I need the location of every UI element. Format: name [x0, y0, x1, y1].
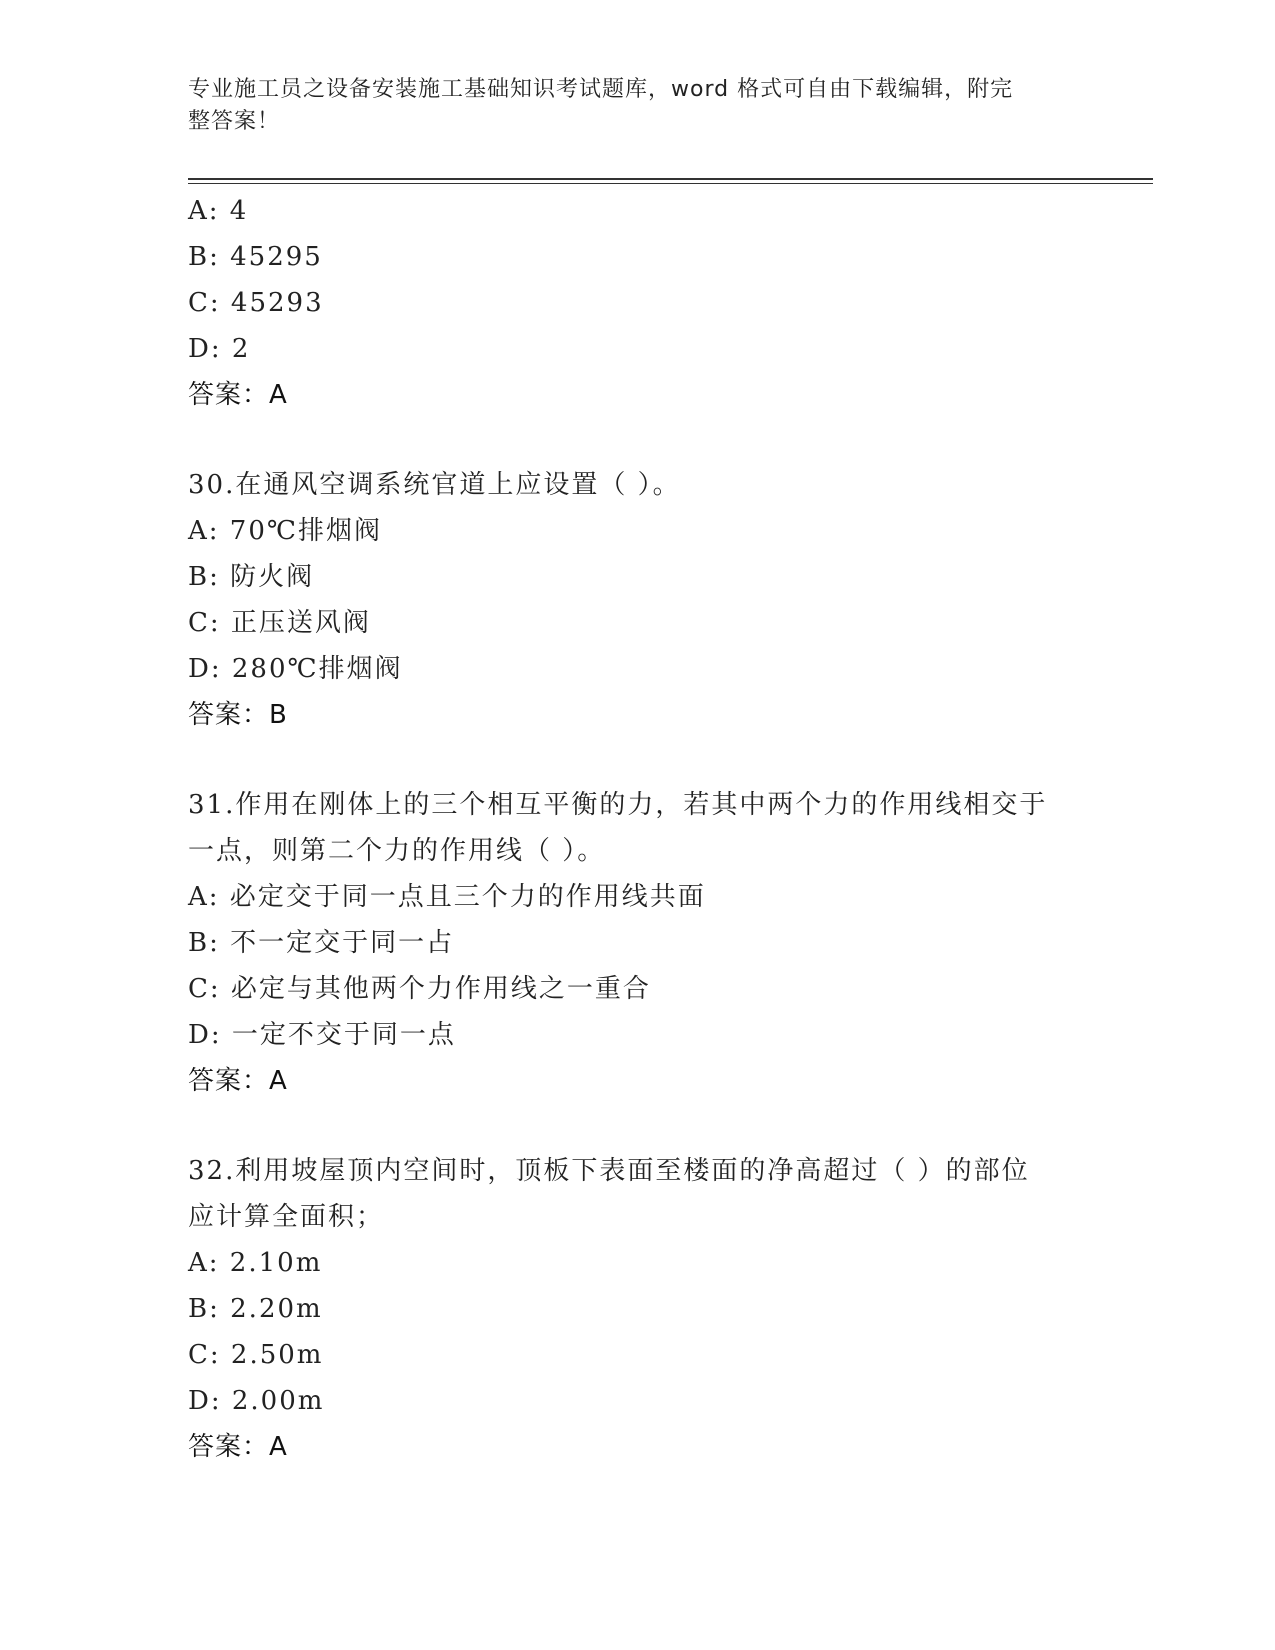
document-header: [188, 74, 1068, 138]
question-title: [188, 462, 1088, 508]
answer-line: 答案：A: [188, 1066, 288, 1096]
option-b: B: 防火阀: [188, 562, 315, 592]
question-block-30: [188, 462, 1088, 738]
option-c: C: 2.50m: [188, 1340, 324, 1370]
question-title-line: 30.在通风空调系统官道上应设置（ ）。: [188, 470, 681, 500]
option-a: A: 4: [188, 196, 249, 226]
header-divider-thin: [188, 183, 1153, 184]
option-b: B: 45295: [188, 242, 323, 272]
option-c: C: 正压送风阀: [188, 608, 371, 638]
question-title: [188, 782, 1088, 874]
option-d: D: 一定不交于同一点: [188, 1020, 456, 1050]
option-b: B: 2.20m: [188, 1294, 323, 1324]
question-list: [188, 188, 1088, 1514]
header-line-2: 整答案！: [188, 109, 281, 134]
option-a: A: 70℃排烟阀: [188, 516, 382, 546]
option-a: A: 2.10m: [188, 1248, 323, 1278]
option-b: B: 不一定交于同一占: [188, 928, 455, 958]
question-block-29: [188, 188, 1088, 418]
answer-line: 答案：B: [188, 700, 288, 730]
header-line-1: 专业施工员之设备安装施工基础知识考试题库，word 格式可自由下载编辑，附完: [188, 77, 1014, 102]
option-d: D: 280℃排烟阀: [188, 654, 403, 684]
question-block-32: [188, 1148, 1088, 1470]
option-d: D: 2.00m: [188, 1386, 325, 1416]
question-title-line: 一点，则第二个力的作用线（ ）。: [188, 836, 606, 866]
question-title: [188, 1148, 1088, 1240]
header-divider-thick: [188, 178, 1153, 180]
option-a: A: 必定交于同一点且三个力的作用线共面: [188, 882, 706, 912]
question-title-line: 31.作用在刚体上的三个相互平衡的力，若其中两个力的作用线相交于: [188, 790, 1048, 820]
question-block-31: [188, 782, 1088, 1104]
question-title-line: 应计算全面积；: [188, 1202, 385, 1232]
option-d: D: 2: [188, 334, 251, 364]
answer-line: 答案：A: [188, 380, 288, 410]
question-title-line: 32.利用坡屋顶内空间时，顶板下表面至楼面的净高超过（ ）的部位: [188, 1156, 1030, 1186]
answer-line: 答案：A: [188, 1432, 288, 1462]
option-c: C: 必定与其他两个力作用线之一重合: [188, 974, 651, 1004]
option-c: C: 45293: [188, 288, 324, 318]
